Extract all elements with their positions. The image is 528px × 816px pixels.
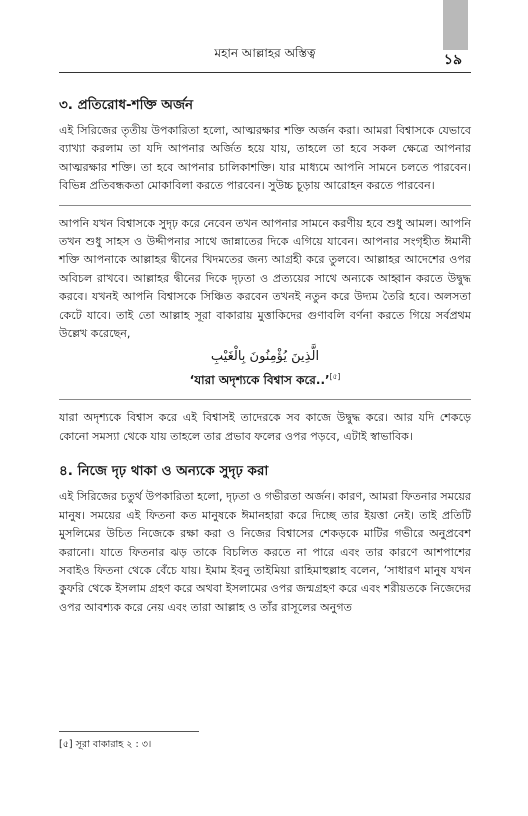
arabic-verse: الَّذِينَ يُؤْمِنُونَ بِالْغَيْبِ — [210, 349, 320, 365]
footnote-marker[interactable]: [৫] — [329, 372, 341, 382]
page-number: ১৯ — [443, 52, 463, 68]
footnote: [৫] সূরা বাকারাহ ২ : ৩। — [59, 739, 152, 750]
section-heading-4: ৪. নিজে দৃঢ় থাকা ও অন্যকে সুদৃঢ় করা — [59, 463, 269, 480]
paragraph: এই সিরিজের চতুর্থ উপকারিতা হলো, দৃঢ়তা ও গভীরতা অর্জন। কারণ, আমরা ফিতনার সময়ের মানুষ। সময়ের এই ফিতনা কত মানুষকে ঈমানহারা করে দিচ্ছে তার ইয়ত্তা নেই। তাই প্রতিটি মুসলিমের উচিত নিজেকে রক্ষা করা ও নিজের বিশ্বাসের শেকড়কে মাটির গভীরে অনুপ্রবেশ করানো। যাতে ফিতনার ঝড় তাকে বিচলিত করতে না পারে এবং তার কারণে আশপাশের সবাইও ফিতনা থেকে বেঁচে যায়। ইমাম ইবনু তাইমিয়া রাহিমাহুল্লাহ বলেন, ‘সাধারণ মানুষ যখন কুফরি থেকে ইসলাম গ্রহণ করে অথবা ইসলামের ওপর জন্মগ্রহণ করে এবং শরীয়তকে নিজেদের ওপর আবশ্যক করে নেয় এবং তারা আল্লাহ ও তাঁর রাসূলের অনুগত — [59, 490, 471, 614]
paragraph: যারা অদৃশ্যকে বিশ্বাস করে এই বিশ্বাসই তাদেরকে সব কাজে উদ্বুদ্ধ করে। আর যদি শেকড়ে কোনো সমস্যা থেকে যায় তাহলে তার প্রভাব ফলের ওপর পড়বে, এটাই স্বাভাবিক। — [59, 411, 471, 443]
paragraph: আপনি যখন বিশ্বাসকে সুদৃঢ় করে নেবেন তখন আপনার সামনে করণীয় হবে শুধু আমল। আপনি তখন শুধু সাহস ও উদ্দীপনার সাথে জান্নাতের দিকে এগিয়ে যাবেন। আপনার সংগৃহীত ঈমানী শক্তি আপনাকে আল্লাহর দ্বীনের খিদমতের জন্য আগ্রহী করে তুলবে। আল্লাহর আদেশের ওপর অবিচল রাখবে। আল্লাহর দ্বীনের দিকে দৃঢ়তা ও প্রত্যয়ের সাথে অন্যকে আহ্বান করতে উদ্বুদ্ধ করবে। যখনই আপনি বিশ্বাসকে সিঞ্চিত করবেন তখনই নতুন করে উদ্যম তৈরি হবে। অলসতা কেটে যাবে। তাই তো আল্লাহ সূরা বাকারায় মুত্তাকিদের গুণাবলি বর্ণনা করতে গিয়ে সর্বপ্রথম উল্লেখ করেছেন, — [59, 216, 471, 341]
section-heading-3: ৩. প্রতিরোধ-শক্তি অর্জন — [59, 97, 194, 113]
header-rule — [59, 72, 471, 73]
paragraph-divider — [59, 205, 471, 206]
page-body — [59, 96, 471, 617]
verse-translation-text: ‘যারা অদৃশ্যকে বিশ্বাস করে..’ — [189, 373, 330, 388]
verse-translation — [59, 367, 471, 390]
running-title: মহান আল্লাহর অস্তিত্ব — [214, 46, 316, 60]
footnote-rule — [59, 731, 199, 732]
chapter-tab-marker — [443, 0, 468, 50]
paragraph-divider — [59, 399, 471, 400]
paragraph: এই সিরিজের তৃতীয় উপকারিতা হলো, আত্মরক্ষার শক্তি অর্জন করা। আমরা বিশ্বাসকে যেভাবে ব্যাখ্যা করলাম তা যদি আপনার অর্জিত হয়ে যায়, তাহলে তা হবে সকল ক্ষেত্রে আপনার আত্মরক্ষার শক্তি। তা হবে আপনার চালিকাশক্তি। যার মাধ্যমে আপনি সামনে চলতে পারবেন। বিভিন্ন প্রতিবন্ধকতা মোকাবিলা করতে পারবেন। সুউচ্চ চূড়ায় আরোহন করতে পারবেন। — [59, 124, 471, 193]
